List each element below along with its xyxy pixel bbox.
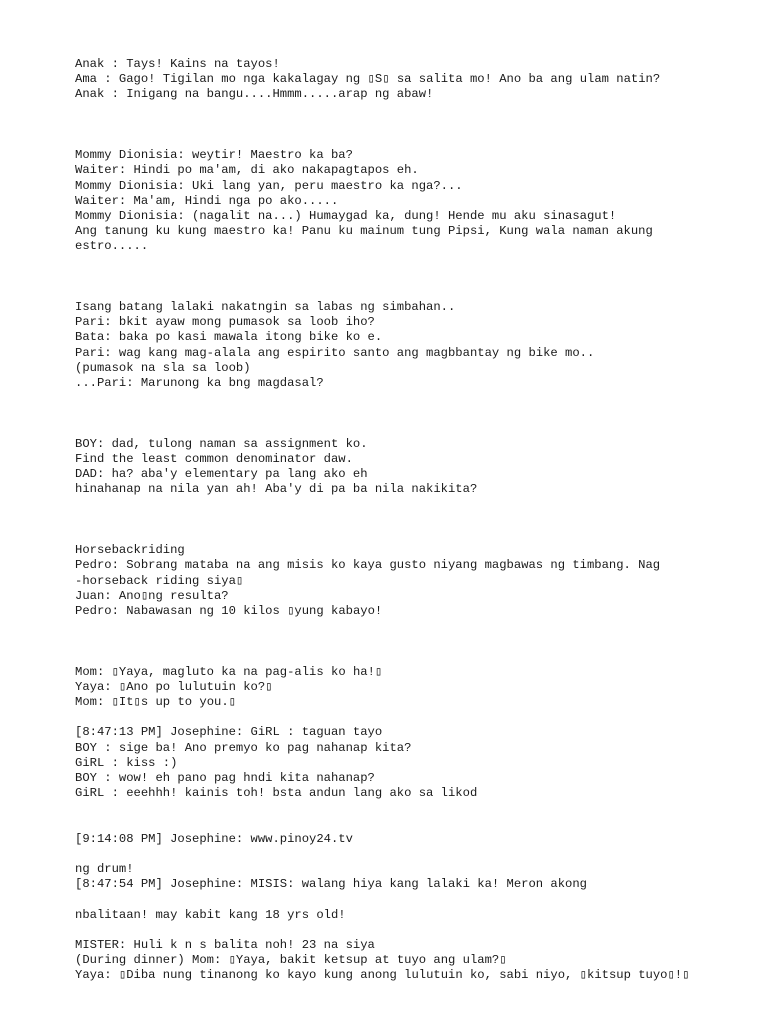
- blank-gap: [75, 847, 735, 862]
- blank-gap: [75, 254, 735, 300]
- text-line: [8:47:54 PM] Josephine: MISIS: walang hiya kang lalaki ka! Meron akong: [75, 877, 587, 892]
- text-line: hinahanap na nila yan ah! Aba'y di pa ba nila nakikita?: [75, 482, 478, 497]
- blank-gap: [75, 710, 735, 725]
- text-line: (During dinner) Mom: ▯Yaya, bakit ketsup at tuyo ang ulam?▯: [75, 953, 507, 968]
- text-line: Pari: bkit ayaw mong pumasok sa loob iho?: [75, 315, 375, 330]
- text-line: Mommy Dionisia: Uki lang yan, peru maestro ka nga?...: [75, 178, 463, 193]
- text-line: Waiter: Ma'am, Hindi nga po ako.....: [75, 193, 339, 208]
- blank-gap: [75, 498, 735, 544]
- text-line: (pumasok na sla sa loob): [75, 360, 251, 375]
- text-line: Yaya: ▯Diba nung tinanong ko kayo kung anong lulutuin ko, sabi niyo, ▯kitsup tuyo▯!▯: [75, 968, 690, 983]
- text-line: [8:47:13 PM] Josephine: GiRL : taguan tayo: [75, 725, 383, 740]
- text-line: Juan: Ano▯ng resulta?: [75, 588, 229, 603]
- text-line: Horsebackriding: [75, 543, 185, 558]
- text-line: BOY: dad, tulong naman sa assignment ko.: [75, 436, 368, 451]
- text-line: GiRL : eeehhh! kainis toh! bsta andun lang ako sa likod: [75, 786, 478, 801]
- text-line: BOY : wow! eh pano pag hndi kita nahanap?: [75, 770, 375, 785]
- text-line: MISTER: Huli k n s balita noh! 23 na siya: [75, 938, 375, 953]
- blank-gap: [75, 923, 735, 938]
- text-line: Ama : Gago! Tigilan mo nga kakalagay ng ▯S▯ sa salita mo! Ano ba ang ulam natin?: [75, 72, 661, 87]
- text-line: Pari: wag kang mag-alala ang espirito santo ang magbbantay ng bike mo..: [75, 345, 595, 360]
- text-line: Pedro: Nabawasan ng 10 kilos ▯yung kabayo!: [75, 603, 383, 618]
- blank-gap: [75, 619, 735, 665]
- text-line: Anak : Inigang na bangu....Hmmm.....arap ng abaw!: [75, 87, 434, 102]
- blank-gap: [75, 391, 735, 437]
- text-line: Waiter: Hindi po ma'am, di ako nakapagtapos eh.: [75, 163, 419, 178]
- text-line: -horseback riding siya▯: [75, 573, 244, 588]
- text-line: DAD: ha? aba'y elementary pa lang ako eh: [75, 467, 368, 482]
- text-line: Mommy Dionisia: weytir! Maestro ka ba?: [75, 148, 353, 163]
- text-line: nbalitaan! may kabit kang 18 yrs old!: [75, 907, 346, 922]
- text-line: Mom: ▯It▯s up to you.▯: [75, 695, 236, 710]
- text-line: Pedro: Sobrang mataba na ang misis ko kaya gusto niyang magbawas ng timbang. Nag: [75, 558, 661, 573]
- text-line: Mom: ▯Yaya, magluto ka na pag-alis ko ha!▯: [75, 664, 383, 679]
- document-text: [75, 57, 735, 984]
- text-line: Yaya: ▯Ano po lulutuin ko?▯: [75, 679, 273, 694]
- blank-gap: [75, 801, 735, 831]
- text-line: Find the least common denominator daw.: [75, 451, 353, 466]
- text-line: Mommy Dionisia: (nagalit na...) Humaygad ka, dung! Hende mu aku sinasagut!: [75, 208, 617, 223]
- text-line: Isang batang lalaki nakatngin sa labas ng simbahan..: [75, 300, 456, 315]
- blank-gap: [75, 892, 735, 907]
- text-line: Anak : Tays! Kains na tayos!: [75, 57, 280, 71]
- text-line: ...Pari: Marunong ka bng magdasal?: [75, 376, 324, 390]
- text-line: GiRL : kiss :): [75, 755, 178, 770]
- text-line: estro.....: [75, 239, 149, 254]
- text-line: BOY : sige ba! Ano premyo ko pag nahanap kita?: [75, 740, 412, 755]
- text-line: ng drum!: [75, 862, 134, 877]
- text-line: [9:14:08 PM] Josephine: www.pinoy24.tv: [75, 831, 353, 846]
- text-line: Ang tanung ku kung maestro ka! Panu ku mainum tung Pipsi, Kung wala naman akung: [75, 224, 653, 239]
- blank-gap: [75, 103, 735, 149]
- text-line: Bata: baka po kasi mawala itong bike ko e.: [75, 330, 383, 345]
